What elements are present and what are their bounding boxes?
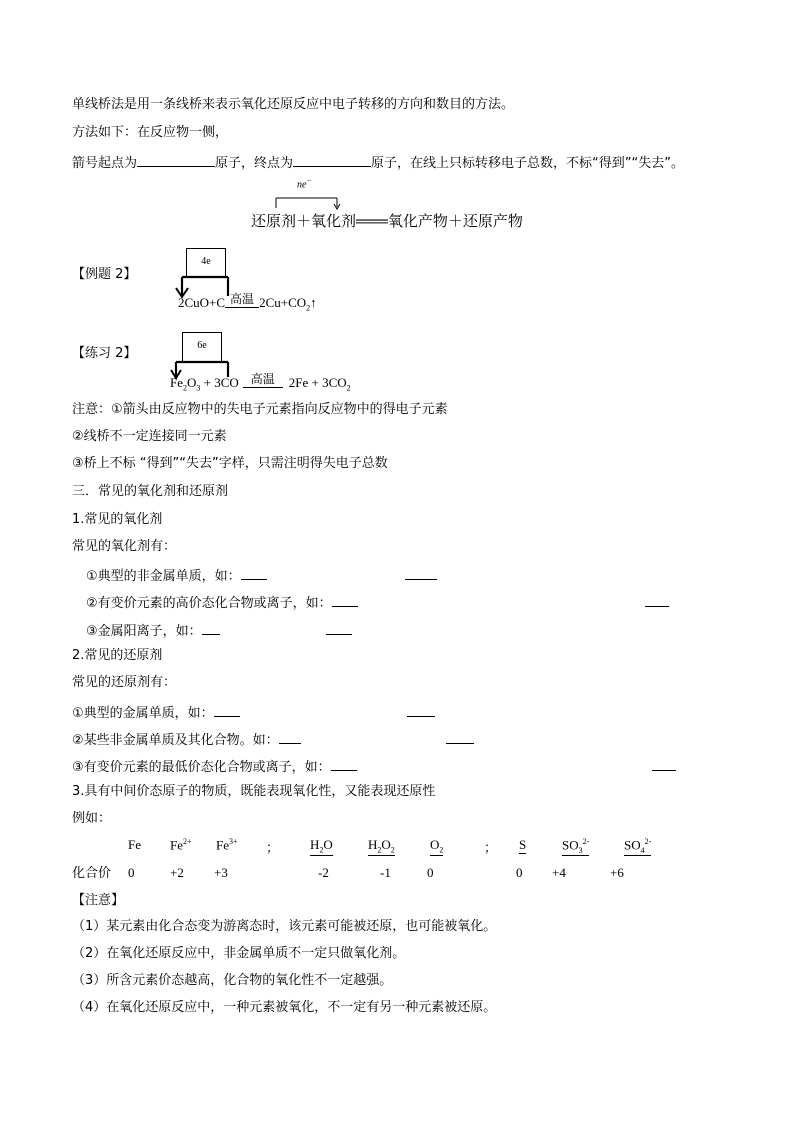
reductants-intro: 常见的还原剂有： [72,675,177,690]
example-label: 例如： [72,811,112,826]
reductant-item-2: ②某些非金属单质及其化合物。如： [72,729,301,750]
reductant-item-1: ①典型的金属单质，如： [72,702,240,723]
fill-blank [652,756,676,771]
note-2: ②线桥不一定连接同一元素 [72,429,227,444]
valence-value: +6 [610,865,624,880]
electron-label: ne− [297,176,312,191]
intro-line-2: 方法如下：在反应物一侧， [72,125,229,140]
valence-row-label: 化合价 [72,866,112,881]
example-title: 【例题 2】 [72,267,137,282]
valence-value: -1 [380,865,391,880]
caution-item-2: （2）在氧化还原反应中，非金属单质不一定只做氧化剂。 [72,946,406,961]
species-fe: Fe [128,837,141,852]
example-equation: 2CuO+C 高温 $2Cu+CO_2↑$ [178,292,317,313]
fill-blank [645,592,669,607]
species-fe2: $Fe^{2+}$ [170,837,192,853]
electron-count-box: 4e [186,248,226,278]
note-3: ③桥上不标 “得到”“失去”字样，只需注明得失电子总数 [72,456,388,471]
caution-item-3: （3）所含元素价态越高，化合物的氧化性不一定越强。 [72,973,393,988]
species-h2o: $H_2O$ [310,837,333,855]
electron-count-box: 6e [182,332,222,362]
oxidants-intro: 常见的氧化剂有： [72,539,177,554]
valence-value: -2 [318,865,329,880]
oxidant-item-3: ③金属阳离子，如： [86,620,220,641]
separator: ； [484,840,498,855]
oxidant-item-2: ②有变价元素的高价态化合物或离子，如： [86,592,358,613]
reductant-item-3: ③有变价元素的最低价态化合物或离子，如： [72,756,357,777]
valence-value: +2 [170,865,184,880]
species-o2: $O_2$ [430,837,444,855]
caution-title: 【注意】 [72,893,125,908]
subsection-intermediate: 3.具有中间价态原子的物质，既能表现氧化性，又能表现还原性 [72,784,436,799]
subsection-oxidants: 1.常见的氧化剂 [72,512,163,527]
species-so3: $SO_3^{2-}$ [562,837,590,855]
fill-blank [326,620,352,635]
valence-value: 0 [128,865,135,880]
fill-blank [446,729,474,744]
fill-blank [137,152,215,167]
species-h2o2: $H_2O_2$ [368,837,395,855]
practice-title: 【练习 2】 [72,346,137,361]
fill-blank [407,702,435,717]
scheme-equation: 还原剂＋氧化剂═══氧化产物＋还原产物 [251,214,523,230]
fill-blank [405,565,437,580]
intro-line-1: 单线桥法是用一条线桥来表示氧化还原反应中电子转移的方向和数目的方法。 [72,97,515,112]
oxidant-item-1: ①典型的非金属单质，如： [86,565,267,586]
species-so4: $SO_4^{2-}$ [624,837,652,855]
caution-item-1: （1）某元素由化合态变为游离态时，该元素可能被还原，也可能被氧化。 [72,919,497,934]
caution-item-4: （4）在氧化还原反应中，一种元素被氧化，不一定有另一种元素被还原。 [72,1000,497,1015]
note-1: 注意：①箭头由反应物中的失电子元素指向反应物中的得电子元素 [72,402,448,417]
valence-value: 0 [516,865,523,880]
intro-line-3: 箭号起点为 原子，终点为 原子，在线上只标转移电子总数，不标“得到”“失去”。 [72,152,684,173]
fill-blank [293,152,371,167]
valence-value: +4 [552,865,566,880]
valence-value: 0 [427,865,434,880]
practice-equation: $Fe_2O_3 + 3CO$ 高温 $2Fe + 3CO_2$ [170,372,351,393]
species-fe3: $Fe^{3+}$ [216,837,238,853]
section-title: 三．常见的氧化剂和还原剂 [72,484,229,499]
separator: ； [266,840,280,855]
valence-value: +3 [214,865,228,880]
species-s: S [519,837,527,852]
subsection-reductants: 2.常见的还原剂 [72,648,163,663]
